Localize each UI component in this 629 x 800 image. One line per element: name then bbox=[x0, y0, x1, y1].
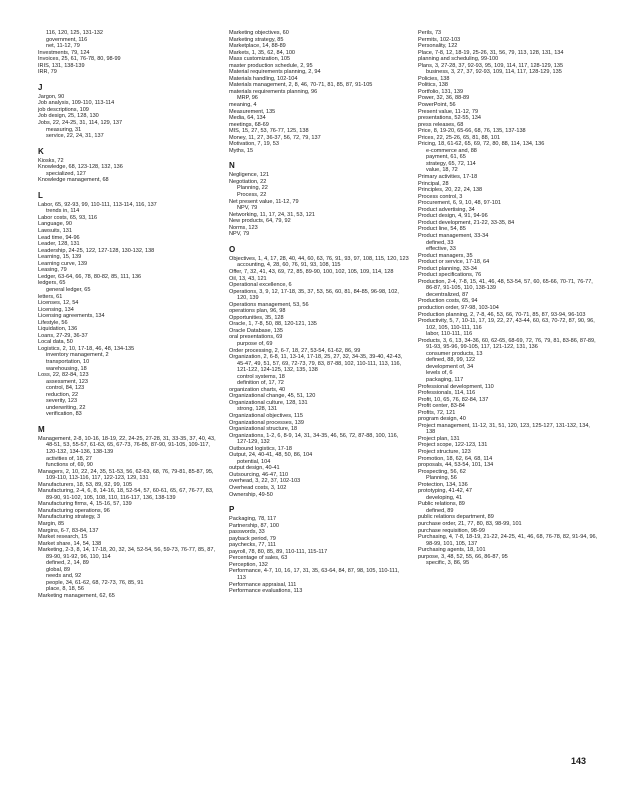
index-entry: Outbound logistics, 17-18 bbox=[229, 445, 292, 452]
index-entry: Performance appraisal, 111 bbox=[229, 581, 297, 588]
index-subentry: severity, 123 bbox=[46, 398, 78, 405]
index-subentry: MRP, 96 bbox=[237, 95, 258, 102]
index-entry: Manufacturing, 2-4, 6, 8, 14-16, 18, 52-54, 57, 60-61, 65, 67, 76-77, 83, 89-90, 91-102, 105, 108, 110, 116-117, 136, 138-139 bbox=[38, 488, 214, 501]
index-entry: Net present value, 11-12, 79 bbox=[229, 198, 299, 205]
index-entry: Organizational objectives, 115 bbox=[229, 412, 303, 419]
index-entry: Myths, 15 bbox=[229, 147, 254, 154]
index-entry: Organization, 2, 6-8, 11, 13-14, 17-18, 25, 27, 32, 34-35, 39-40, 42-43, 45-47, 49, 51, 57, 69, 72-73, 79, 83, 87-88, 102, 110-111, 113, 116, 121-122, 124-125, 132, 135, 138 bbox=[229, 354, 403, 374]
index-subentry: warehousing, 18 bbox=[46, 365, 87, 372]
index-entry: prototyping, 41-42, 47 bbox=[418, 488, 472, 495]
index-entry: Purchasing agents, 18, 101 bbox=[418, 547, 486, 554]
index-entry: Lifestyle, 56 bbox=[38, 319, 68, 326]
page-number: 143 bbox=[571, 756, 587, 766]
index-subentry: control, 84, 123 bbox=[46, 385, 85, 392]
index-entry: Product development, 21-22, 33-35, 84 bbox=[418, 219, 515, 226]
index-entry: Profit center, 83-84 bbox=[418, 403, 465, 410]
index-subentry: payment, 61, 65 bbox=[426, 154, 466, 161]
index-entry: output design, 40-41 bbox=[229, 465, 280, 472]
index-subentry: service, 22, 24, 31, 137 bbox=[46, 133, 104, 140]
index-entry: purchase requisition, 98-99 bbox=[418, 527, 485, 534]
index-entry: overhead, 3, 22, 37, 102-103 bbox=[229, 478, 301, 485]
index-subentry: strong, 128, 131 bbox=[237, 406, 278, 413]
index-entry: Lawsuits, 131 bbox=[38, 228, 72, 235]
index-entry: Kiosks, 72 bbox=[38, 157, 64, 164]
index-entry: Leasing, 79 bbox=[38, 267, 67, 274]
index-entry: Product management, 33-34 bbox=[418, 232, 489, 239]
index-entry: job descriptions, 109 bbox=[38, 106, 89, 113]
index-subentry: defined, 2, 14, 89 bbox=[46, 560, 89, 567]
index-entry: Liquidation, 136 bbox=[38, 326, 78, 333]
index-entry: Material requirements planning, 2, 94 bbox=[229, 69, 321, 76]
index-entry: New products, 64, 79, 92 bbox=[229, 218, 291, 225]
index-entry: PowerPoint, 56 bbox=[418, 102, 456, 109]
index-section-letter: P bbox=[229, 505, 235, 515]
index-entry: Present value, 11-12, 79 bbox=[418, 108, 479, 115]
index-entry: Ownership, 49-50 bbox=[229, 491, 273, 498]
index-entry: purpose, 3, 48, 52, 55, 66, 86-87, 95 bbox=[418, 553, 508, 560]
index-entry: meetings, 68-69 bbox=[229, 121, 269, 128]
index-entry: Margin, 85 bbox=[38, 521, 65, 527]
index-entry: IRR, 79 bbox=[38, 69, 57, 76]
index-entry: ledgers, 65 bbox=[38, 280, 66, 287]
index-entry: Leadership, 24-25, 122, 127-128, 130-132, 138 bbox=[38, 247, 155, 254]
index-entry: Operations management, 53, 56 bbox=[229, 301, 309, 308]
index-entry: Offer, 7, 32, 41, 43, 69, 72, 85, 89-90, 100, 102, 105, 109, 114, 128 bbox=[229, 268, 394, 275]
index-entry: Organizations, 1-2, 6, 8-9, 14, 31, 34-35, 46, 56, 72, 87-88, 100, 116, 127-129, 132 bbox=[229, 432, 399, 446]
index-entry: Procurement, 6, 9, 10, 48, 97-101 bbox=[418, 200, 501, 207]
index-subentry: labor, 110-111, 116 bbox=[426, 331, 473, 338]
index-subentry: Planning, 22 bbox=[237, 185, 268, 192]
index-entry: Performance, 4-7, 10, 16, 17, 31, 35, 63-64, 84, 87, 98, 105, 110-111, 113 bbox=[229, 568, 400, 582]
index-entry: letters, 61 bbox=[38, 293, 63, 300]
index-subentry: value, 18, 72 bbox=[426, 167, 458, 174]
index-subentry: e-commerce and, 88 bbox=[426, 147, 477, 154]
index-entry: Purchasing, 4, 7-8, 18-19, 21-22, 24-25, 41, 46, 68, 76-78, 82, 91-94, 96, 98-99, 101, 105, 137 bbox=[418, 534, 598, 547]
index-subentry: 116, 120, 125, 131-132 bbox=[46, 30, 103, 36]
index-entry: payroll, 78, 80, 85, 89, 110-111, 115-117 bbox=[229, 548, 328, 555]
index-entry: Policies, 138 bbox=[418, 75, 450, 82]
index-entry: Project structure, 123 bbox=[418, 449, 471, 455]
index-subentry: NPV, 79 bbox=[237, 205, 258, 212]
index-entry: Product advertising, 34 bbox=[418, 206, 475, 213]
index-subentry: defined, 89 bbox=[426, 507, 454, 514]
index-subentry: defined, 33 bbox=[426, 239, 454, 246]
index-entry: Invoices, 25, 61, 76-78, 80, 98-99 bbox=[38, 56, 121, 63]
index-entry: Materials management, 2, 8, 46, 70-71, 81, 85, 87, 91-105 bbox=[229, 82, 373, 89]
index-subentry: global, 89 bbox=[46, 566, 71, 573]
index-entry: Job analysis, 109-110, 113-114 bbox=[38, 100, 115, 107]
index-entry: Product design, 4, 91, 94-96 bbox=[418, 213, 488, 220]
index-entry: Protection, 134, 136 bbox=[418, 481, 468, 488]
index-entry: production order, 97-98, 103-104 bbox=[418, 304, 499, 311]
index-subentry: specific, 3, 86, 95 bbox=[426, 560, 470, 567]
index-entry: Marketing objectives, 60 bbox=[229, 30, 289, 36]
index-entry: Professional development, 110 bbox=[418, 383, 494, 390]
index-subentry: specialized, 127 bbox=[46, 170, 86, 177]
index-entry: Jargon, 90 bbox=[38, 93, 65, 100]
index-entry: NPV, 79 bbox=[229, 231, 250, 238]
index-entry: Price, 8, 19-20, 65-66, 68, 76, 135, 137-138 bbox=[418, 128, 526, 135]
index-entry: Production costs, 65, 94 bbox=[418, 298, 478, 305]
index-entry: Learning curve, 139 bbox=[38, 260, 88, 267]
index-entry: Politics, 138 bbox=[418, 82, 448, 89]
index-subentry: activities of, 18, 27 bbox=[46, 455, 92, 462]
index-subentry: business, 3, 27, 37, 92-93, 109, 114, 117, 128-129, 135 bbox=[426, 69, 562, 76]
index-entry: Labor, 65, 92-93, 99, 110-111, 113-114, 116, 137 bbox=[38, 201, 157, 208]
index-entry: Money, 11, 27, 36-37, 56, 72, 79, 137 bbox=[229, 134, 321, 141]
index-entry: Licensing agreements, 134 bbox=[38, 313, 105, 320]
index-subentry: decentralized, 87 bbox=[426, 291, 469, 298]
index-entry: Objectives, 1, 4, 17, 28, 40, 44, 60, 63, 76, 91, 93, 97, 108, 115, 120, 123 bbox=[229, 255, 409, 262]
index-entry: meaning, 4 bbox=[229, 102, 257, 109]
index-entry: Organizational structure, 18 bbox=[229, 426, 298, 433]
index-entry: Promotion, 18, 62, 64, 68, 114 bbox=[418, 455, 493, 462]
index-entry: Power, 32, 36, 88-89 bbox=[418, 95, 470, 102]
index-entry: Loans, 27-29, 36-37 bbox=[38, 332, 88, 339]
index-entry: Outsourcing, 46-47, 110 bbox=[229, 471, 289, 478]
index-subentry: inventory management, 2 bbox=[46, 352, 109, 359]
index-subentry: verification, 83 bbox=[46, 411, 82, 418]
index-entry: Labor costs, 65, 93, 116 bbox=[38, 214, 98, 221]
index-entry: Production, 2-4, 7-8, 15, 41, 46, 48, 53-54, 57, 60, 65-66, 70-71, 76-77, 86-87, 91-105, 110, 138-139 bbox=[418, 278, 593, 292]
index-subentry: place, 8, 18, 56 bbox=[46, 586, 84, 593]
index-entry: Products, 3, 6, 13, 34-36, 60, 62-65, 68-69, 72, 76, 79, 81, 83-86, 87-89, 91-93, 95-96, 99-105, 117, 121-122, 131, 136 bbox=[418, 337, 596, 351]
index-entry: Profits, 72, 121 bbox=[418, 409, 456, 416]
index-subentry: functions of, 69, 90 bbox=[46, 462, 93, 469]
index-subentry: definition of, 17, 72 bbox=[237, 380, 284, 387]
index-entry: Knowledge, 68, 123-128, 132, 136 bbox=[38, 164, 123, 171]
index-entry: Investments, 79, 124 bbox=[38, 49, 90, 56]
index-entry: Organizational processes, 139 bbox=[229, 419, 304, 426]
index-subentry: potential, 104 bbox=[237, 458, 271, 465]
index-entry: Order processing, 2, 6-7, 18, 27, 53-54, 61-62, 86, 99 bbox=[229, 347, 361, 354]
index-entry: Lead time, 94-96 bbox=[38, 234, 80, 241]
index-entry: Managers, 2, 10, 22, 24, 35, 51-53, 56, 62-63, 68, 76, 79-81, 85-87, 95, 109-110, 113-116, 117, 122-123, 129, 131 bbox=[38, 468, 214, 482]
index-entry: public relations department, 89 bbox=[418, 514, 494, 521]
index-entry: Prices, 22, 25-26, 65, 81, 88, 101 bbox=[418, 134, 501, 141]
index-entry: Local data, 50 bbox=[38, 339, 73, 346]
index-entry: presentations, 52-55, 134 bbox=[418, 115, 481, 122]
index-subentry: accounting, 4, 28, 60, 76, 91, 93, 108, 115 bbox=[237, 262, 341, 269]
index-entry: Project plan, 131 bbox=[418, 435, 460, 442]
index-entry: Markets, 1, 35, 62, 84, 100 bbox=[229, 49, 295, 56]
index-entry: Overhead costs, 3, 102 bbox=[229, 485, 287, 491]
index-entry: Market research, 15 bbox=[38, 534, 88, 541]
index-entry: Marketing management, 62, 65 bbox=[38, 593, 115, 600]
index-entry: Project scope, 122-123, 131 bbox=[418, 442, 488, 449]
index-entry: Prospecting, 56, 62 bbox=[418, 468, 466, 475]
index-entry: Oracle, 1, 7-8, 50, 88, 120-121, 135 bbox=[229, 321, 317, 328]
index-entry: Performance evaluations, 113 bbox=[229, 588, 303, 595]
index-column-1 bbox=[38, 30, 218, 600]
index-entry: Primary activities, 17-18 bbox=[418, 174, 478, 181]
index-entry: Knowledge management, 68 bbox=[38, 177, 109, 184]
index-subentry: purpose of, 69 bbox=[237, 340, 273, 347]
index-entry: Personality, 122 bbox=[418, 43, 458, 50]
index-subentry: general ledger, 65 bbox=[46, 286, 91, 293]
index-column-2 bbox=[229, 30, 409, 595]
index-entry: Plans, 3, 27-28, 37, 92-93, 95, 109, 114, 117, 128-129, 135 bbox=[418, 62, 564, 69]
index-subentry: Process, 22 bbox=[237, 192, 267, 199]
index-entry: Process control, 3 bbox=[418, 193, 463, 200]
index-entry: planning and scheduling, 99-100 bbox=[418, 56, 499, 63]
index-entry: Negligence, 121 bbox=[229, 172, 270, 179]
index-entry: Permits, 102-103 bbox=[418, 36, 461, 43]
index-entry: Measurement, 135 bbox=[229, 108, 276, 115]
index-entry: Productivity, 5, 7, 10-11, 17, 19, 22, 27, 43-44, 60, 63, 70-72, 87, 90, 96, 102, 105, 110-111, 116 bbox=[418, 318, 595, 331]
index-entry: Portfolio, 131, 139 bbox=[418, 88, 464, 95]
index-entry: payback period, 79 bbox=[229, 535, 276, 542]
index-entry: Product specifications, 76 bbox=[418, 272, 482, 279]
index-entry: Professionals, 114, 116 bbox=[418, 390, 476, 397]
index-entry: Product line, 54, 85 bbox=[418, 226, 466, 233]
index-entry: Public relations, 89 bbox=[418, 501, 465, 508]
index-subentry: Planning, 56 bbox=[426, 475, 457, 482]
index-subentry: people, 34, 61-62, 68, 72-73, 76, 85, 91 bbox=[46, 579, 144, 586]
index-entry: materials requirements planning, 96 bbox=[229, 88, 318, 95]
index-entry: Media, 64, 134 bbox=[229, 115, 266, 122]
index-subentry: strategy, 65, 72, 114 bbox=[426, 160, 476, 167]
index-entry: Marketing, 2-3, 8, 14, 17-18, 20, 32, 34, 52-54, 56, 59-73, 76-77, 85, 87, 89-90, 91-92, 96, 110, 114 bbox=[38, 547, 216, 560]
index-entry: Manufacturing operations, 96 bbox=[38, 507, 110, 514]
index-entry: Materials handling, 102-104 bbox=[229, 75, 298, 82]
index-entry: Production planning, 2, 7-8, 46, 53, 66, 70-71, 85, 87, 93-94, 96-103 bbox=[418, 311, 586, 318]
index-subentry: packaging, 117 bbox=[426, 376, 464, 383]
index-entry: Mass customization, 105 bbox=[229, 56, 291, 63]
index-subentry: defined, 88, 99, 122 bbox=[426, 357, 476, 364]
index-entry: Organizational culture, 128, 131 bbox=[229, 399, 308, 406]
index-entry: paychecks, 77, 111 bbox=[229, 542, 276, 549]
index-entry: Oil, 13, 43, 121 bbox=[229, 275, 267, 282]
index-entry: Percentage of sales, 63 bbox=[229, 555, 288, 562]
index-entry: Loss, 22, 82-84, 123 bbox=[38, 372, 89, 379]
index-entry: Product or service, 17-18, 64 bbox=[418, 259, 490, 266]
index-entry: Management, 2-8, 10-16, 18-19, 22, 24-25, 27-28, 31, 33-35, 37, 40, 43, 48-51, 53, 55-57, 61-63, 65, 67-73, 76-85, 87-90, 91-105, 109-117, 120-132, 134-136, 138-139 bbox=[38, 435, 216, 455]
index-entry: Project management, 11-12, 31, 51, 120, 123, 125-127, 131-132, 134, 138 bbox=[418, 422, 590, 436]
index-entry: Marketplace, 14, 88-89 bbox=[229, 43, 286, 50]
index-entry: Logistics, 2, 10, 17-18, 46, 48, 134-135 bbox=[38, 345, 135, 352]
index-entry: oral presentations, 69 bbox=[229, 334, 283, 341]
index-entry: Licenses, 12, 54 bbox=[38, 300, 79, 307]
index-subentry: transportation, 10 bbox=[46, 358, 90, 365]
index-entry: Output, 24, 40-41, 48, 50, 86, 104 bbox=[229, 452, 313, 459]
index-subentry: development of, 34 bbox=[426, 363, 474, 370]
index-subentry: reduction, 22 bbox=[46, 391, 79, 398]
index-entry: organization charts, 40 bbox=[229, 386, 286, 393]
index-entry: Manufacturers, 18, 53, 89, 92, 99, 105 bbox=[38, 481, 133, 488]
index-entry: Place, 7-8, 12, 18-19, 25-26, 31, 56, 79, 113, 128, 131, 134 bbox=[418, 49, 564, 56]
index-section-letter: N bbox=[229, 161, 235, 171]
index-entry: Language, 90 bbox=[38, 221, 72, 228]
index-entry: Operations, 3, 9, 12, 17-18, 35, 37, 53, 56, 60, 81, 84-85, 96-98, 102, 120, 139 bbox=[229, 288, 399, 302]
index-section-letter: J bbox=[38, 82, 43, 92]
index-entry: Market share, 14, 54, 138 bbox=[38, 540, 102, 547]
index-entry: purchase order, 21, 77, 80, 83, 98-99, 101 bbox=[418, 521, 522, 528]
index-entry: Margins, 6-7, 83-84, 137 bbox=[38, 527, 99, 534]
index-entry: IRIS, 131, 138-139 bbox=[38, 62, 85, 69]
index-entry: press releases, 68 bbox=[418, 121, 464, 128]
index-entry: master production schedule, 2, 95 bbox=[229, 62, 313, 69]
index-subentry: developing, 41 bbox=[426, 494, 463, 501]
index-subentry: measuring, 31 bbox=[46, 126, 82, 133]
index-entry: MIS, 15, 27, 53, 76-77, 125, 138 bbox=[229, 128, 309, 135]
index-entry: Manufacturing firms, 4, 15-16, 57, 139 bbox=[38, 501, 132, 508]
index-entry: Organizational change, 45, 51, 120 bbox=[229, 393, 316, 400]
index-entry: proposals, 44, 53-54, 101, 134 bbox=[418, 462, 494, 469]
index-entry: operations plan, 96, 98 bbox=[229, 308, 286, 315]
index-entry: Operational excellence, 6 bbox=[229, 282, 292, 289]
index-entry: Perception, 132 bbox=[229, 561, 268, 568]
index-subentry: underwriting, 22 bbox=[46, 404, 86, 411]
index-entry: Marketing strategy, 85 bbox=[229, 36, 284, 43]
index-entry: Oracle Database, 135 bbox=[229, 327, 283, 334]
index-entry: Product managers, 35 bbox=[418, 252, 473, 259]
index-entry: Opportunities, 35, 128 bbox=[229, 314, 284, 321]
index-entry: Learning, 15, 139 bbox=[38, 254, 82, 261]
index-subentry: effective, 33 bbox=[426, 246, 456, 253]
index-entry: Ledger, 63-64, 66, 78, 80-82, 85, 111, 136 bbox=[38, 273, 142, 280]
index-section-letter: L bbox=[38, 190, 43, 200]
index-section-letter: M bbox=[38, 424, 45, 434]
index-entry: Profit, 10, 65, 76, 82-84, 137 bbox=[418, 396, 489, 403]
index-entry: Principal, 28 bbox=[418, 180, 449, 187]
index-entry: Job design, 25, 128, 130 bbox=[38, 113, 99, 120]
index-entry: Pricing, 18, 61-62, 65, 69, 72, 80, 88, 114, 134, 136 bbox=[418, 141, 545, 148]
index-subentry: needs and, 92 bbox=[46, 573, 82, 580]
index-entry: Negotiation, 22 bbox=[229, 178, 267, 185]
index-section-letter: K bbox=[38, 146, 44, 156]
index-entry: Networking, 11, 17, 24, 31, 53, 121 bbox=[229, 211, 315, 218]
index-entry: Norms, 123 bbox=[229, 224, 258, 231]
index-section-letter: O bbox=[229, 244, 236, 254]
index-entry: program design, 40 bbox=[418, 416, 466, 423]
index-entry: Licensing, 134 bbox=[38, 306, 74, 313]
index-entry: passwords, 33 bbox=[229, 529, 265, 536]
index-column-3 bbox=[418, 30, 598, 567]
index-entry: Perils, 73 bbox=[418, 30, 442, 36]
index-entry: Principles, 20, 22, 24, 138 bbox=[418, 187, 483, 194]
index-entry: Product planning, 33-34 bbox=[418, 265, 477, 272]
index-entry: Motivation, 7, 19, 53 bbox=[229, 141, 279, 148]
index-entry: Packaging, 78, 117 bbox=[229, 516, 277, 523]
index-subentry: control systems, 18 bbox=[237, 373, 285, 380]
index-subentry: government, 116 bbox=[46, 36, 88, 43]
index-entry: Leader, 128, 131 bbox=[38, 241, 80, 248]
index-subentry: levels of, 6 bbox=[426, 370, 453, 377]
index-subentry: consumer products, 13 bbox=[426, 350, 483, 357]
index-entry: Manufacturing strategy, 3 bbox=[38, 514, 101, 521]
index-entry: Jobs, 22, 24-25, 31, 114, 129, 137 bbox=[38, 120, 123, 127]
index-subentry: net, 11-12, 79 bbox=[46, 43, 80, 50]
index-entry: Partnership, 87, 100 bbox=[229, 522, 279, 529]
index-subentry: assessment, 123 bbox=[46, 378, 88, 385]
index-subentry: trends in, 114 bbox=[46, 208, 80, 215]
